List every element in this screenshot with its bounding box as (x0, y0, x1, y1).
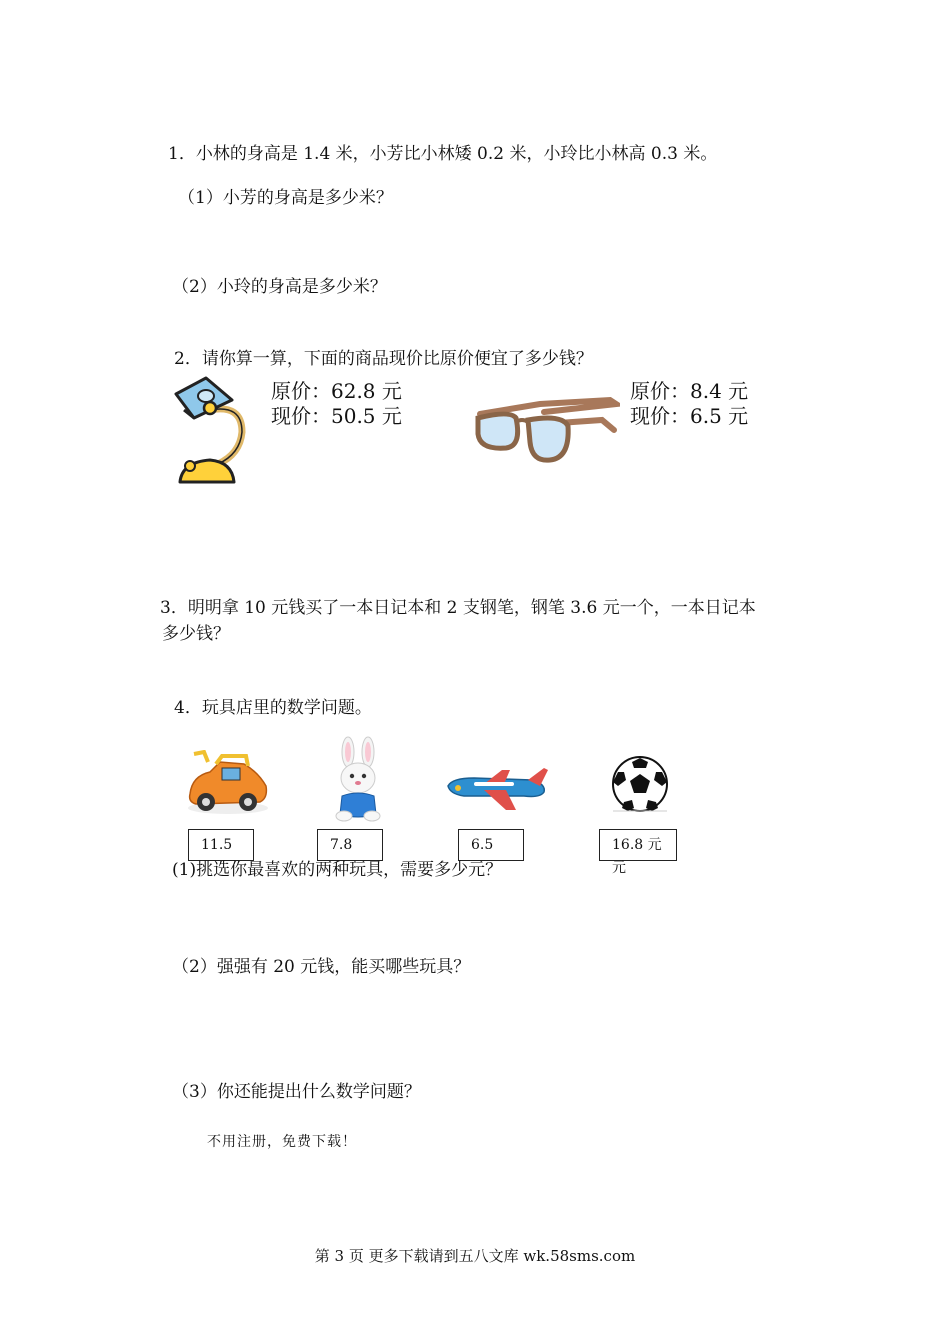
airplane-icon (444, 764, 550, 814)
q4-sub2: （2）强强有 20 元钱，能买哪些玩具？ (172, 957, 471, 977)
q4-text: 4．玩具店里的数学问题。 (174, 698, 372, 718)
bunny-icon (328, 736, 388, 822)
q1-sub1: （1）小芳的身高是多少米？ (178, 188, 393, 208)
toy-price-bunny: 7.8 (317, 829, 383, 861)
toy-price-airplane: 6.5 (458, 829, 524, 861)
free-download-note: 不用注册，免费下载！ (207, 1134, 357, 1150)
lamp-original-price: 原价：62.8 元 (271, 379, 402, 403)
page-footer: 第 3 页 更多下载请到五八文库 wk.58sms.com (314, 1247, 636, 1265)
q2-text: 2．请你算一算，下面的商品现价比原价便宜了多少钱？ (174, 349, 593, 369)
q3-line1: 3．明明拿 10 元钱买了一本日记本和 2 支钢笔，钢笔 3.6 元一个，一本日记本 (160, 598, 756, 618)
soccer-ball-icon (610, 754, 670, 816)
glasses-original-price: 原价：8.4 元 (630, 379, 749, 403)
price-unit-overflow: 元 (612, 860, 626, 876)
desk-lamp-icon (170, 374, 270, 486)
toy-price-ball: 16.8 元 (599, 829, 677, 861)
q1-sub2: （2）小玲的身高是多少米？ (172, 277, 387, 297)
q1-text: 1．小林的身高是 1.4 米，小芳比小林矮 0.2 米，小玲比小林高 0.3 米。 (168, 144, 718, 164)
q4-sub3: （3）你还能提出什么数学问题？ (172, 1082, 421, 1102)
glasses-icon (470, 396, 620, 472)
lamp-current-price: 现价：50.5 元 (271, 404, 402, 428)
toy-price-car: 11.5 (188, 829, 254, 861)
glasses-current-price: 现价：6.5 元 (630, 404, 749, 428)
toy-car-icon (186, 750, 270, 820)
q3-line2: 多少钱？ (162, 624, 230, 644)
q4-sub1: (1)挑选你最喜欢的两种玩具，需要多少元？ (172, 860, 503, 880)
